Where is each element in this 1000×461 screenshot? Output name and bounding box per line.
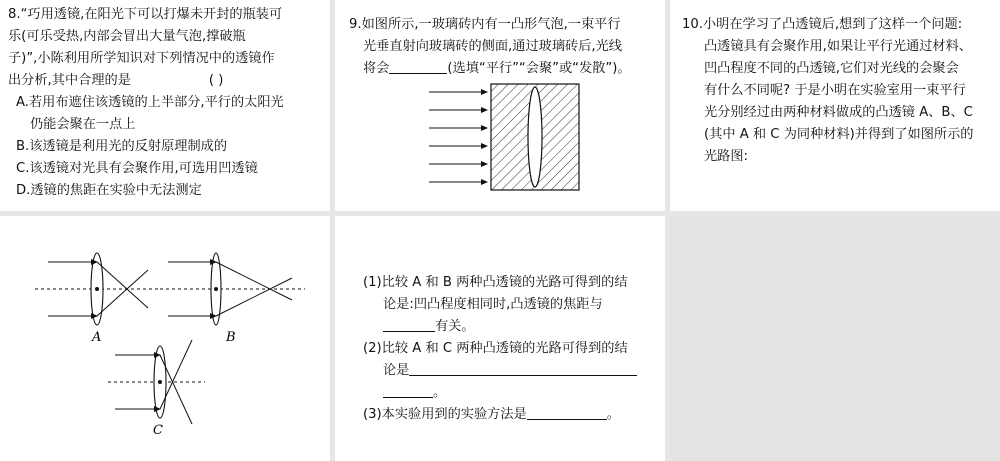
- part-2-line-3: 。: [363, 382, 637, 404]
- question-8-panel: [0, 0, 330, 211]
- q8-stem-end: 出分析,其中合理的是: [8, 73, 131, 88]
- q8-option-b: B.该透镜是利用光的反射原理制成的: [16, 139, 228, 154]
- q9-line-1: 9.如图所示,一玻璃砖内有一凸形气泡,一束平行: [349, 17, 621, 32]
- q8-option-a-cont: 仍能会聚在一点上: [30, 117, 136, 132]
- q8-option-d: D.透镜的焦距在实验中无法测定: [16, 183, 202, 198]
- question-9-panel: [335, 0, 665, 211]
- q10-line-5: 光分别经过由两种材料做成的凸透镜 A、B、C: [704, 105, 973, 120]
- part-2-line-1: (2)比较 A 和 C 两种凸透镜的光路可得到的结: [363, 341, 628, 356]
- q10-line-7: 光路图:: [704, 149, 749, 164]
- part-1-line-3: 有关。: [363, 316, 637, 338]
- q10-line-6: (其中 A 和 C 为同种材料)并得到了如图所示的: [704, 127, 974, 142]
- q10-line-1: 10.小明在学习了凸透镜后,想到了这样一个问题:: [682, 17, 963, 32]
- part-2-answer-blank-1: [409, 361, 637, 376]
- q10-line-2: 凸透镜具有会聚作用,如果让平行光通过材料、: [704, 39, 972, 54]
- incident-light-rays: [429, 92, 487, 182]
- question-10-parts: [363, 272, 637, 426]
- question-9: [349, 14, 631, 80]
- part-2-line-2: 论是: [363, 360, 637, 382]
- q8-line-4: [8, 70, 284, 92]
- question-10: [682, 14, 973, 168]
- part-3-line-1: (3)本实验用到的实验方法是 。: [363, 407, 620, 422]
- lens-b-label: B: [226, 330, 236, 345]
- lens-b-diagram: [160, 253, 305, 345]
- q10-line-3: 凹凸程度不同的凸透镜,它们对光线的会聚会: [704, 61, 959, 76]
- part-1-answer-blank: [383, 317, 435, 332]
- empty-panel: [670, 216, 1000, 461]
- q9-line-3: 将会 (选填“平行”“会聚”或“发散”)。: [363, 61, 631, 76]
- glass-brick-diagram: [425, 78, 585, 196]
- q8-line-2: 乐(可乐受热,内部会冒出大量气泡,撑破瓶: [8, 29, 246, 44]
- lens-c-diagram: [108, 340, 205, 438]
- part-2-answer-blank-2: [383, 383, 433, 398]
- q10-line-4: 有什么不同呢? 于是小明在实验室用一束平行: [704, 83, 966, 98]
- lens-c-label: C: [153, 423, 163, 438]
- q8-option-a: A.若用布遮住该透镜的上半部分,平行的太阳光: [16, 95, 284, 110]
- part-1-line-1: (1)比较 A 和 B 两种凸透镜的光路可得到的结: [363, 275, 628, 290]
- lens-diagrams-panel: [0, 216, 330, 461]
- q8-line-1: 8.“巧用透镜,在阳光下可以打爆未开封的瓶装可: [8, 7, 283, 22]
- q8-answer-paren: ( ): [208, 73, 224, 88]
- question-10-parts-panel: [335, 216, 665, 461]
- q8-line-3: 子)”,小陈利用所学知识对下列情况中的透镜作: [8, 51, 275, 66]
- q9-line-2: 光垂直射向玻璃砖的侧面,通过玻璃砖后,光线: [363, 39, 622, 54]
- q8-option-c: C.该透镜对光具有会聚作用,可选用凹透镜: [16, 161, 258, 176]
- q9-answer-blank: [389, 59, 447, 74]
- lens-a-diagram: [35, 253, 160, 345]
- lens-a-label: A: [92, 330, 102, 345]
- question-10-panel: [670, 0, 1000, 211]
- lens-ray-diagrams: [0, 216, 330, 461]
- convex-air-bubble: [528, 87, 542, 187]
- part-1-line-2: 论是:凹凸程度相同时,凸透镜的焦距与: [383, 297, 603, 312]
- question-8: [8, 4, 284, 202]
- part-3-answer-blank: [527, 405, 607, 420]
